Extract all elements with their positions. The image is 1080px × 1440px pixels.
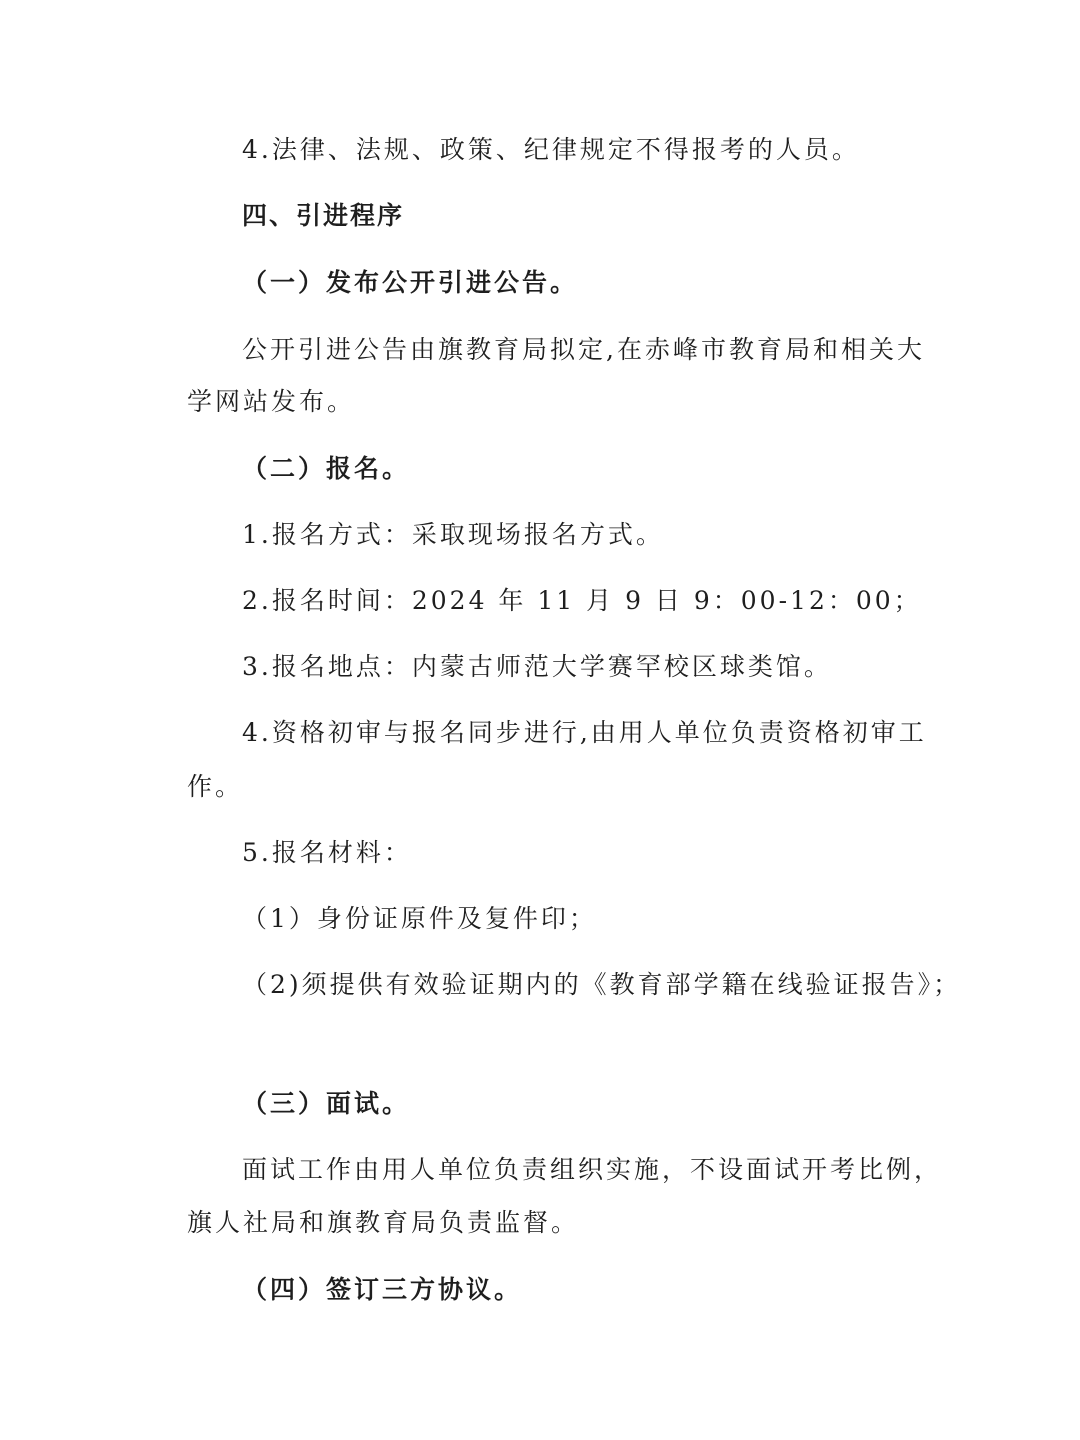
step-3-body-line-1: 面试工作由用人单位负责组织实施，不设面试开考比例， [242,1155,943,1184]
step-2-title: （二）报名。 [242,454,411,483]
step-4-title: （四）签订三方协议。 [242,1275,523,1304]
section-4-title: 四、引进程序 [242,201,405,230]
step-3-title: （三）面试。 [242,1089,411,1118]
step-2-item-3: 3.报名地点：内蒙古师范大学赛罕校区球类馆。 [242,652,832,681]
step-2-item-1: 1.报名方式：采取现场报名方式。 [242,520,664,549]
step-2-material-2: （2)须提供有效验证期内的《教育部学籍在线验证报告》； [242,970,962,999]
item-4-restriction: 4.法律、法规、政策、纪律规定不得报考的人员。 [242,135,860,164]
step-1-body-line-1: 公开引进公告由旗教育局拟定,在赤峰市教育局和相关大 [242,335,925,364]
step-1-title: （一）发布公开引进公告。 [242,268,579,297]
step-2-item-4-line-2: 作。 [187,772,244,801]
step-2-item-4-line-1: 4.资格初审与报名同步进行,由用人单位负责资格初审工 [242,718,927,747]
step-2-item-5: 5.报名材料： [242,838,412,867]
step-2-material-1: （1）身份证原件及复件印； [242,904,597,933]
step-1-body-line-2: 学网站发布。 [187,387,356,416]
step-3-body-line-2: 旗人社局和旗教育局负责监督。 [187,1208,580,1237]
step-2-item-2: 2.报名时间：2024 年 11 月 9 日 9：00-12：00； [242,586,922,615]
